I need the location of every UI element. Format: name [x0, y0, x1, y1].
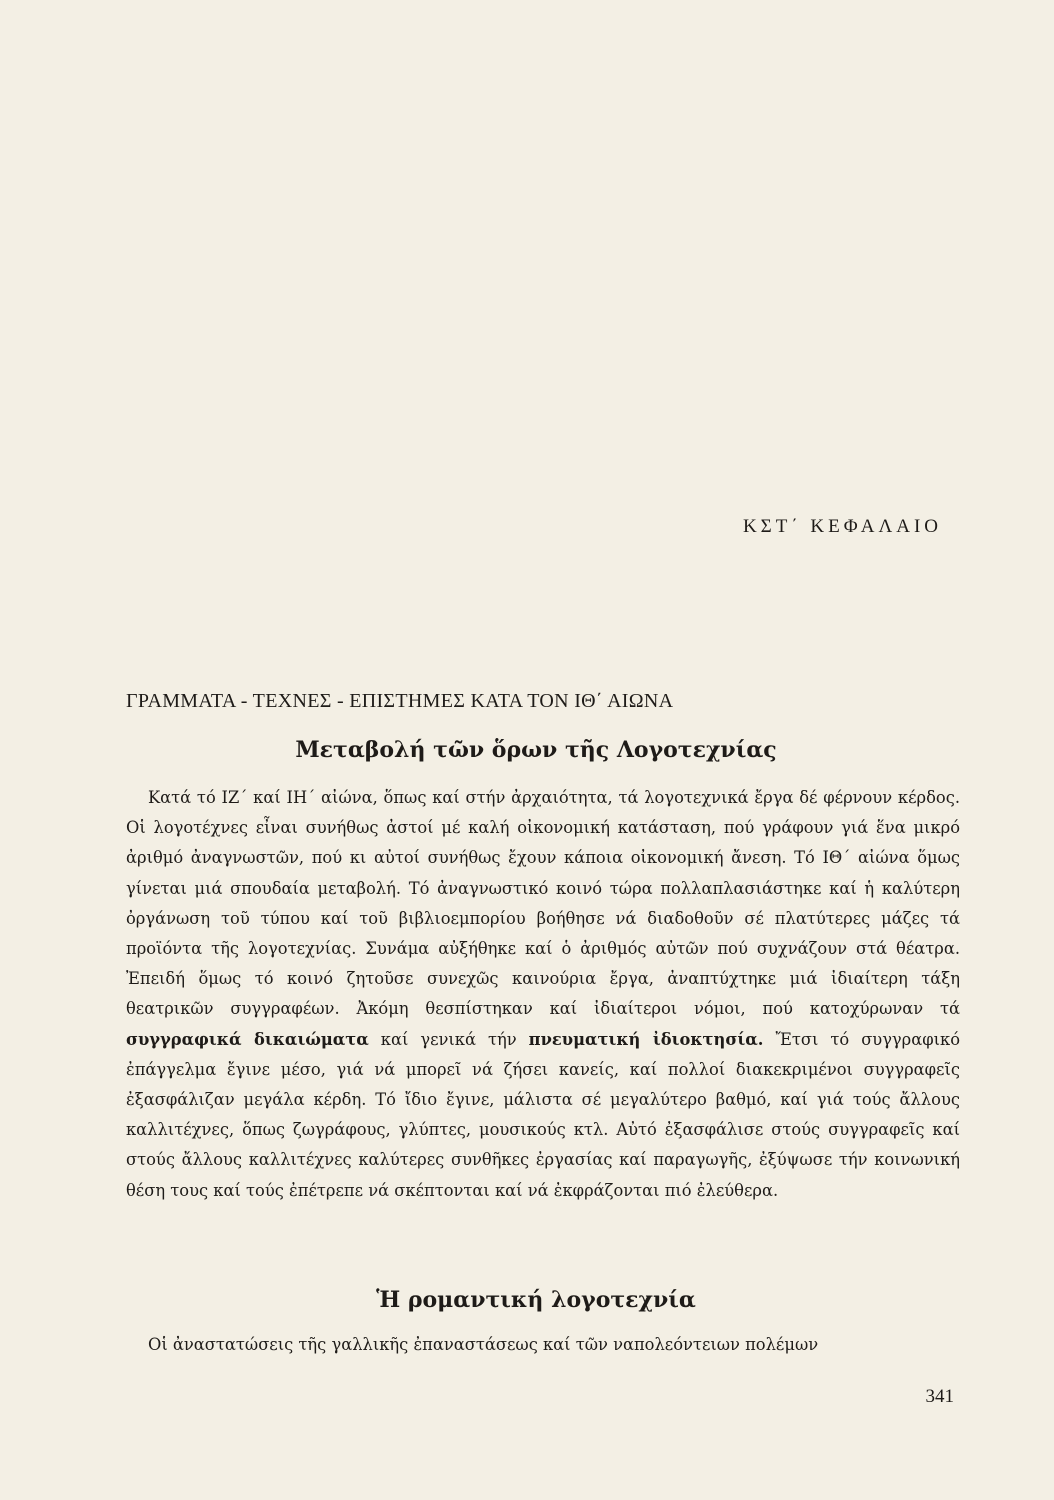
paragraph-text-part3: Ἔτσι τό συγγραφικό ἐπάγγελμα ἔγινε μέσο, γιά νά μπορεῖ νά ζήσει κανείς, καί πολλοί διακεκριμένοι συγγραφεῖς ἐξασφάλιζαν μεγάλα κέρδη. Τό ἴδιο ἔγινε, μάλιστα σέ μεγαλύτερο βαθμό, καί γιά τούς ἄλλους καλλιτέχνες, ὅπως ζωγράφους, γλύπτες, μουσικούς κτλ. Αὐτό ἐξασφάλισε στούς συγγραφεῖς καί στούς ἄλλους καλλιτέχνες καλύτερες συνθῆκες ἐργασίας καί παραγωγῆς, ἐξύψωσε τήν κοινωνική θέση τους καί τούς ἐπέτρεπε νά σκέπτονται καί νά ἐκφράζονται πιό ἐλεύθερα. [126, 1029, 960, 1200]
section-heading: ΓΡΑΜΜΑΤΑ - ΤΕΧΝΕΣ - ΕΠΙΣΤΗΜΕΣ ΚΑΤΑ ΤΟΝ ΙΘ΄ ΑΙΩΝΑ [126, 690, 674, 712]
paragraph-text-part1: Κατά τό ΙΖ΄ καί ΙΗ΄ αἰώνα, ὅπως καί στήν ἀρχαιότητα, τά λογοτεχνικά ἔργα δέ φέρνουν κέρδος. Οἱ λογοτέχνες εἶναι συνήθως ἀστοί μέ καλή οἰκονομική κατάσταση, πού γράφουν γιά ἕνα μικρό ἀριθμό ἀναγνωστῶν, πού κι αὐτοί συνήθως ἔχουν κάποια οἰκονομική ἄνεση. Τό ΙΘ΄ αἰώνα ὅμως γίνεται μιά σπουδαία μεταβολή. Τό ἀναγνωστικό κοινό τώρα πολλαπλασιάστηκε καί ἡ καλύτερη ὀργάνωση τοῦ τύπου καί τοῦ βιβλιοεμπορίου βοήθησε νά διαδοθοῦν σέ πλατύτερες μάζες τά προϊόντα τῆς λογοτεχνίας. Συνάμα αὐξήθηκε καί ὁ ἀριθμός αὐτῶν πού συχνάζουν στά θέατρα. Ἐπειδή ὅμως τό κοινό ζητοῦσε συνεχῶς καινούρια ἔργα, ἀναπτύχτηκε μιά ἰδιαίτερη τάξη θεατρικῶν συγγραφέων. Ἀκόμη θεσπίστηκαν καί ἰδιαίτεροι νόμοι, πού κατοχύρωναν τά [126, 788, 960, 1019]
page-number: 341 [925, 1386, 954, 1407]
term-intellectual-property: πνευματική ἰδιοκτησία. [528, 1029, 764, 1049]
subsection-title-terms-change: Μεταβολή τῶν ὅρων τῆς Λογοτεχνίας [295, 737, 777, 763]
paragraph-literature-change [126, 783, 960, 1206]
paragraph-romantic-literature: Οἱ ἀναστατώσεις τῆς γαλλικῆς ἐπαναστάσεως καί τῶν ναπολεόντειων πολέμων [148, 1335, 819, 1354]
chapter-label: ΚΣΤ΄ ΚΕΦΑΛΑΙΟ [742, 516, 942, 537]
term-copyright: συγγραφικά δικαιώματα [126, 1029, 369, 1049]
paragraph-text-part2: καί γενικά τήν [380, 1029, 517, 1049]
subsection-title-romantic-literature: Ἡ ρομαντική λογοτεχνία [376, 1287, 696, 1313]
